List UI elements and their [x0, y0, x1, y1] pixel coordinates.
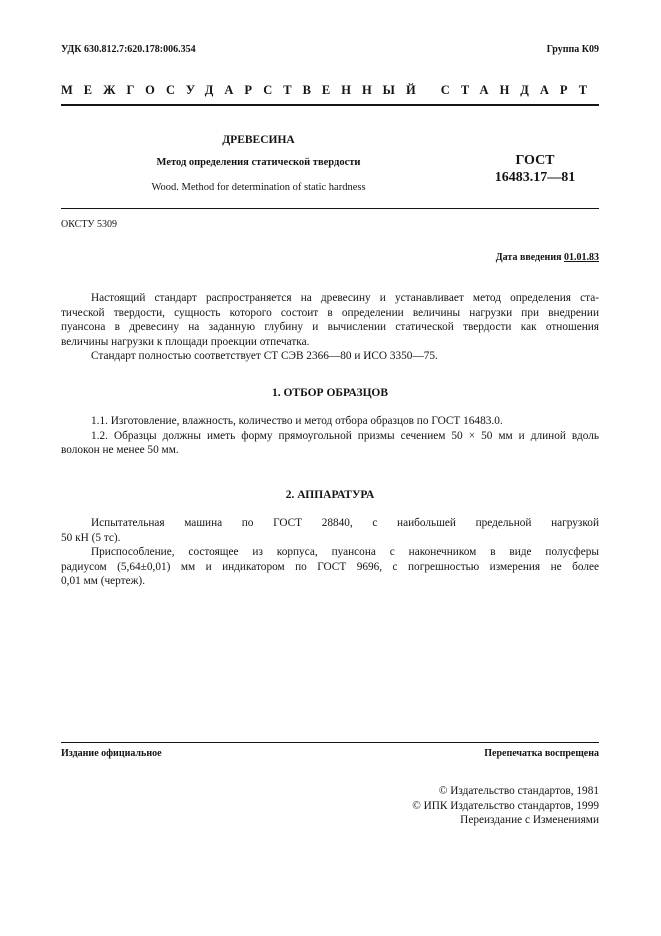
copyright-1981: © Издательство стандартов, 1981: [438, 785, 599, 797]
okstu-code: ОКСТУ 5309: [61, 219, 118, 230]
testing-machine-line: Испытательная машина по ГОСТ 28840, с наибольшей предельной нагрузкой: [91, 517, 599, 529]
title-rule: [61, 208, 599, 209]
fixture-line: радиусом (5,64±0,01) мм и индикатором по ГОСТ 9696, с погрешностью измерения не более: [61, 560, 599, 573]
footer-rule: [61, 742, 599, 743]
testing-machine-line: 50 кН (5 тс).: [61, 531, 121, 544]
intro-line: пуансона в древесину на заданную глубину и вычислении статической твердости как отношения: [61, 321, 599, 333]
intro-paragraph: [61, 291, 599, 364]
fixture-line: Приспособление, состоящее из корпуса, пуансона с наконечником в виде полусферы: [91, 546, 599, 558]
section-1-title: 1. ОТБОР ОБРАЗЦОВ: [271, 387, 389, 399]
clause-1-1: 1.1. Изготовление, влажность, количество и метод отбора образцов по ГОСТ 16483.0.: [91, 415, 503, 427]
document-subtitle: Метод определения статической твердости: [156, 157, 361, 168]
intro-line: тической твердости, сущность которого состоит в определении величины нагрузки при внедрении: [61, 306, 599, 319]
reissue-note: Переиздание с Изменениями: [460, 814, 599, 826]
effective-date-label: Дата введения: [495, 252, 562, 263]
gost-label: ГОСТ: [515, 153, 555, 168]
standard-type-heading: МЕЖГОСУДАРСТВЕННЫЙ СТАНДАРТ: [61, 83, 599, 97]
clause-1-2-line: 1.2. Образцы должны иметь форму прямоугольной призмы сечением 50 × 50 мм и длиной вдоль: [91, 429, 599, 442]
intro-line: величины нагрузки к площади проекции отпечатка.: [61, 335, 310, 348]
section-1-body: [61, 414, 599, 458]
section-2-title: 2. АППАРАТУРА: [285, 489, 375, 501]
header-rule: [61, 104, 599, 106]
english-title: Wood. Method for determination of static hardness: [151, 182, 366, 193]
official-edition: Издание официальное: [61, 748, 162, 759]
udk-code: УДК 630.812.7:620.178:006.354: [61, 44, 196, 55]
compliance-note: Стандарт полностью соответствует СТ СЭВ 2366—80 и ИСО 3350—75.: [91, 350, 438, 362]
fixture-line: 0,01 мм (чертеж).: [61, 575, 146, 587]
clause-1-2-line: волокон не менее 50 мм.: [61, 444, 179, 456]
intro-line: Настоящий стандарт распространяется на древесину и устанавливает метод определения ста-: [91, 292, 599, 304]
copyright-block: [412, 784, 599, 828]
effective-date: [496, 252, 599, 263]
document-title: ДРЕВЕСИНА: [222, 134, 295, 146]
group-code: Группа К09: [546, 44, 599, 55]
section-2-body: [61, 516, 599, 589]
reprint-prohibited: Перепечатка воспрещена: [484, 748, 599, 759]
copyright-1999: © ИПК Издательство стандартов, 1999: [412, 799, 599, 812]
gost-number: 16483.17—81: [494, 170, 576, 185]
effective-date-value: 01.01.83: [564, 252, 599, 263]
